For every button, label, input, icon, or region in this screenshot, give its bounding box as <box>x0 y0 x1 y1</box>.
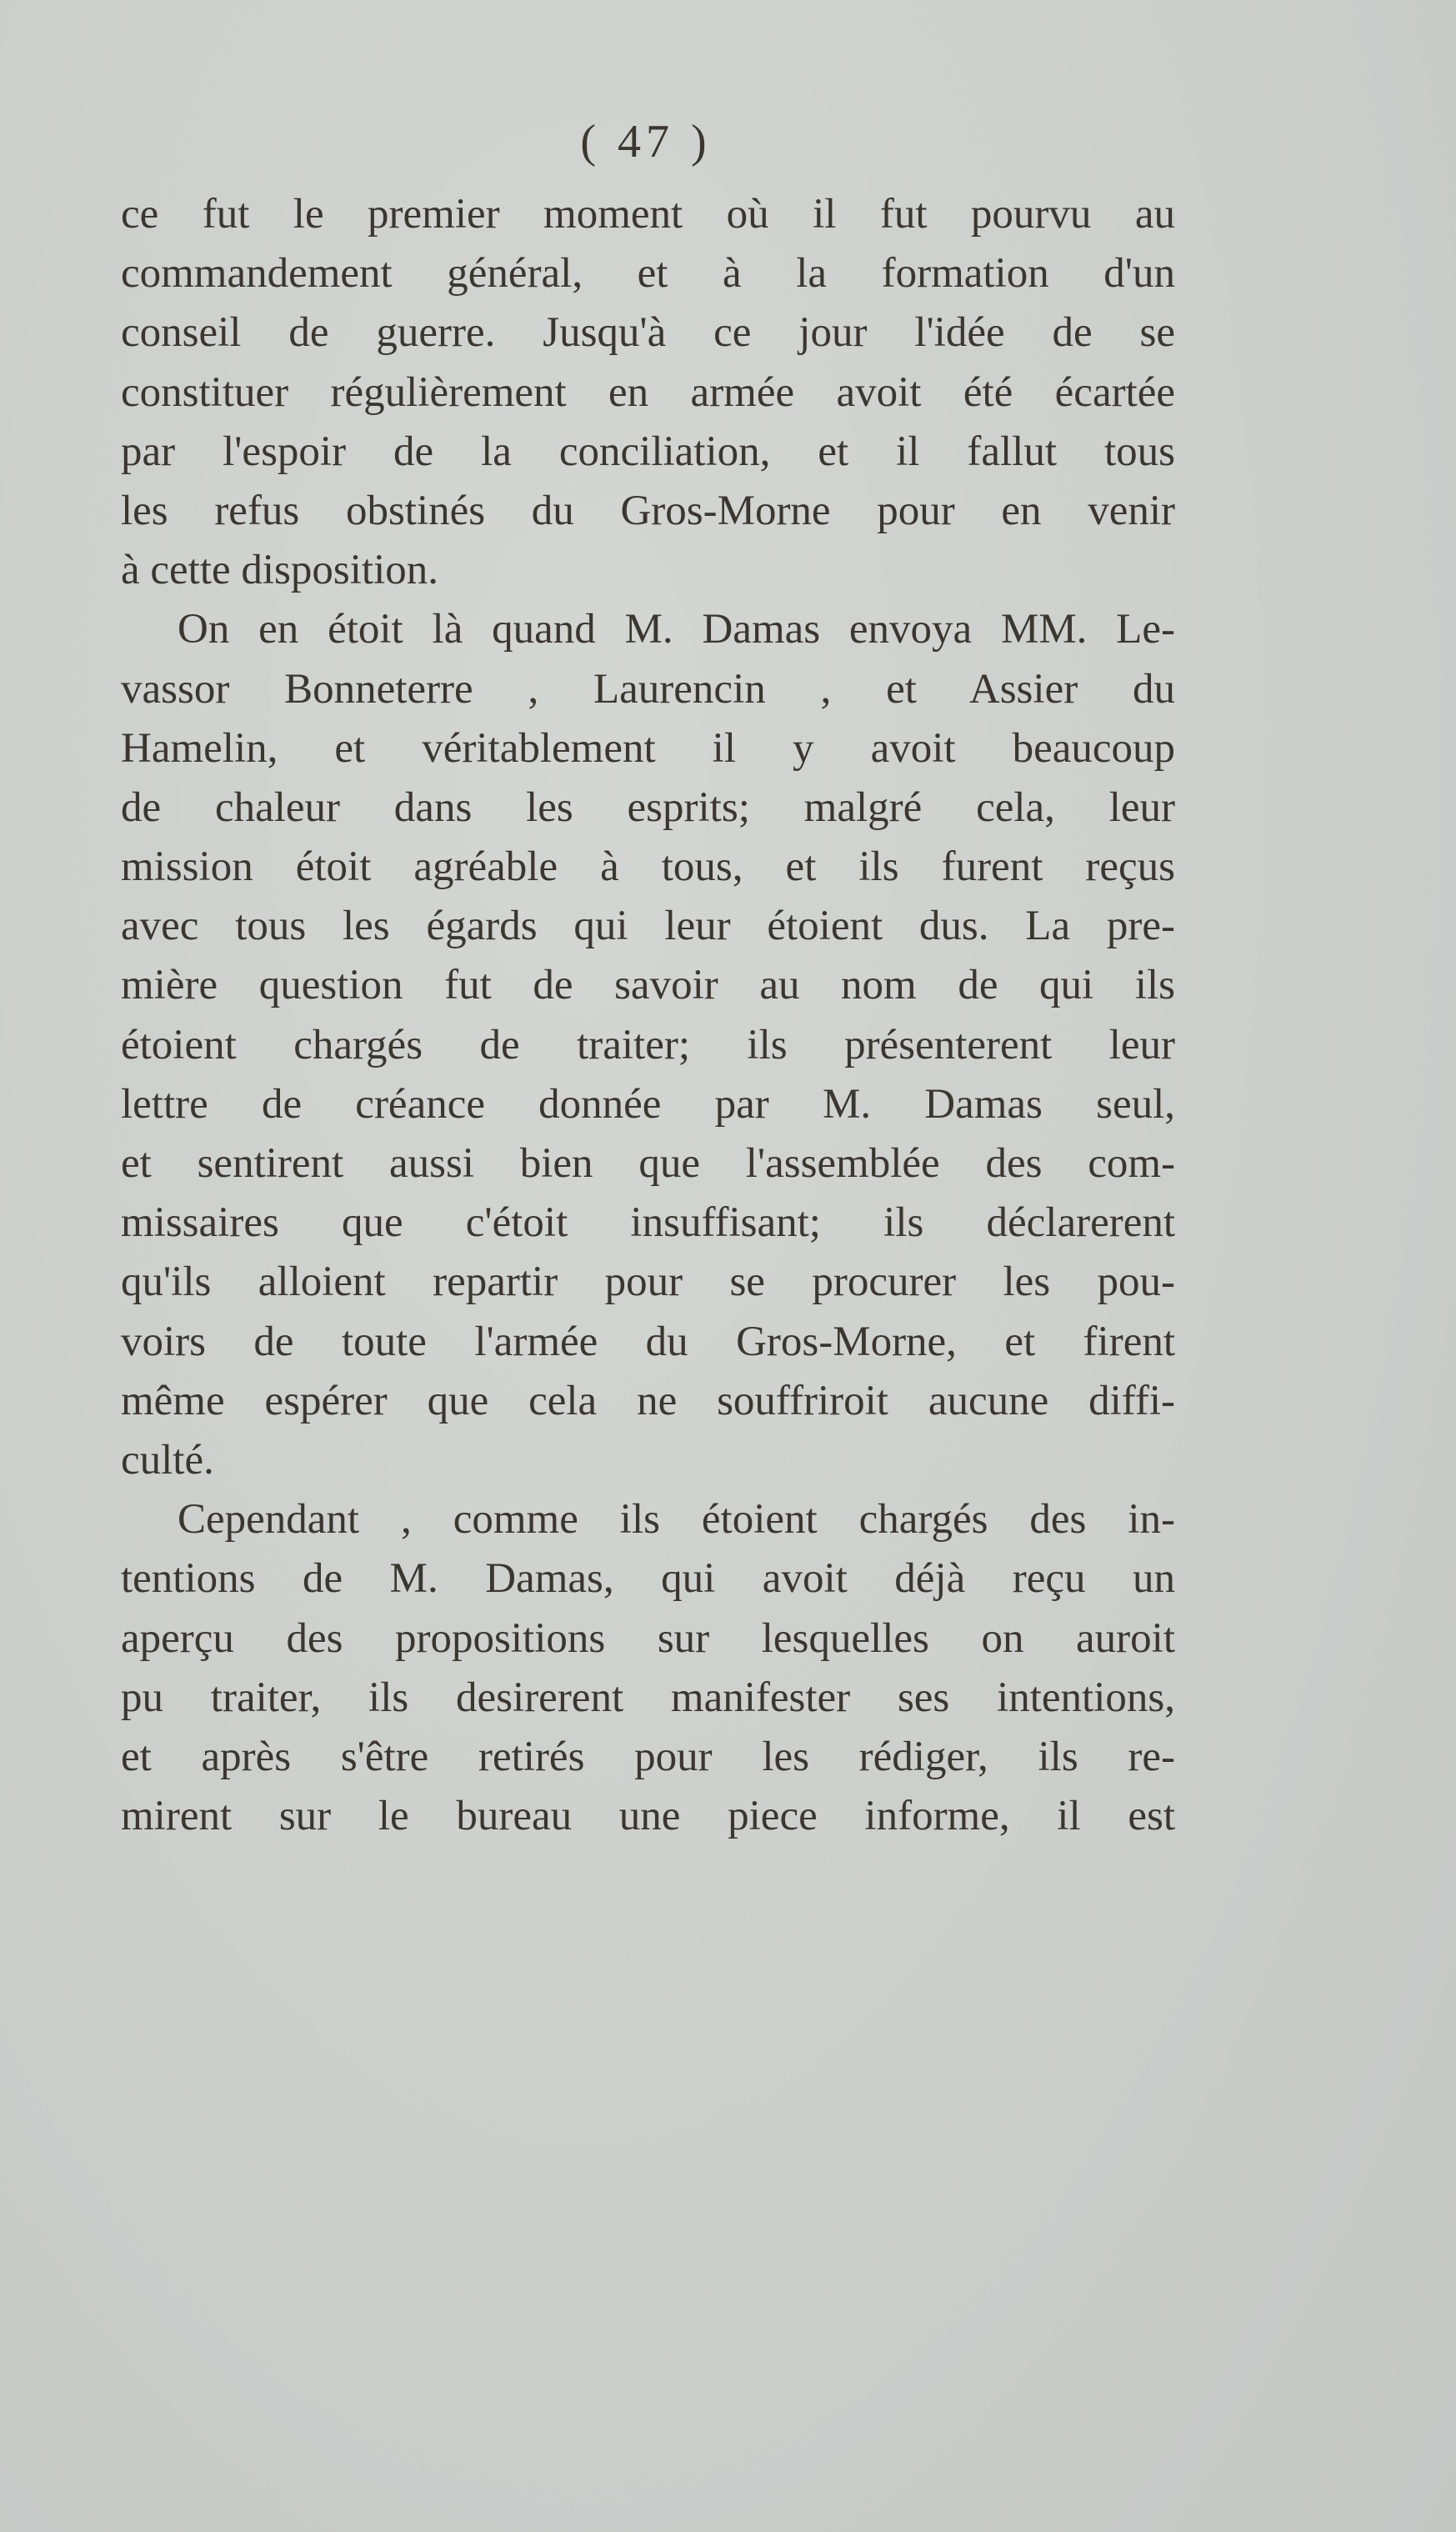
text-line: et après s'être retirés pour les rédiger, ils re- <box>121 1733 1175 1780</box>
text-line: même espérer que cela ne souffriroit aucune diffi- <box>121 1377 1175 1424</box>
text-line: pu traiter, ils desirerent manifester ses intentions, <box>121 1674 1175 1721</box>
text-line: On en étoit là quand M. Damas envoya MM. Le- <box>178 606 1175 653</box>
text-line: aperçu des propositions sur lesquelles on auroit <box>121 1614 1175 1662</box>
text-line: Hamelin, et véritablement il y avoit beaucoup <box>121 724 1175 772</box>
text-line: à cette disposition. <box>121 547 439 594</box>
text-line: ce fut le premier moment où il fut pourvu au <box>121 191 1175 238</box>
text-line: constituer régulièrement en armée avoit été écartée <box>121 368 1175 416</box>
body-text <box>121 185 1175 1846</box>
text-line: mirent sur le bureau une piece informe, il est <box>121 1793 1175 1840</box>
text-line: les refus obstinés du Gros-Morne pour en venir <box>121 487 1175 534</box>
text-line: conseil de guerre. Jusqu'à ce jour l'idée de se <box>121 309 1175 357</box>
text-line: commandement général, et à la formation d'un <box>121 250 1175 298</box>
text-line: étoient chargés de traiter; ils présenterent leur <box>121 1021 1175 1068</box>
text-line: par l'espoir de la conciliation, et il fallut tous <box>121 428 1175 475</box>
text-line: mière question fut de savoir au nom de qui ils <box>121 962 1175 1009</box>
text-line: mission étoit agréable à tous, et ils furent reçus <box>121 843 1175 891</box>
text-line: culté. <box>121 1436 214 1484</box>
text-line: voirs de toute l'armée du Gros-Morne, et firent <box>121 1318 1175 1365</box>
page-number: ( 47 ) <box>580 116 712 168</box>
text-line: lettre de créance donnée par M. Damas seul, <box>121 1080 1175 1128</box>
text-line: qu'ils alloient repartir pour se procurer les pou- <box>121 1258 1175 1306</box>
text-line: vassor Bonneterre , Laurencin , et Assier du <box>121 665 1175 713</box>
text-line: Cependant , comme ils étoient chargés des in- <box>178 1496 1175 1544</box>
text-line: et sentirent aussi bien que l'assemblée des com- <box>121 1140 1175 1187</box>
text-line: tentions de M. Damas, qui avoit déjà reçu un <box>121 1555 1175 1603</box>
text-line: de chaleur dans les esprits; malgré cela, leur <box>121 783 1175 831</box>
text-line: missaires que c'étoit insuffisant; ils déclarerent <box>121 1199 1175 1247</box>
text-line: avec tous les égards qui leur étoient dus. La pre- <box>121 903 1175 950</box>
